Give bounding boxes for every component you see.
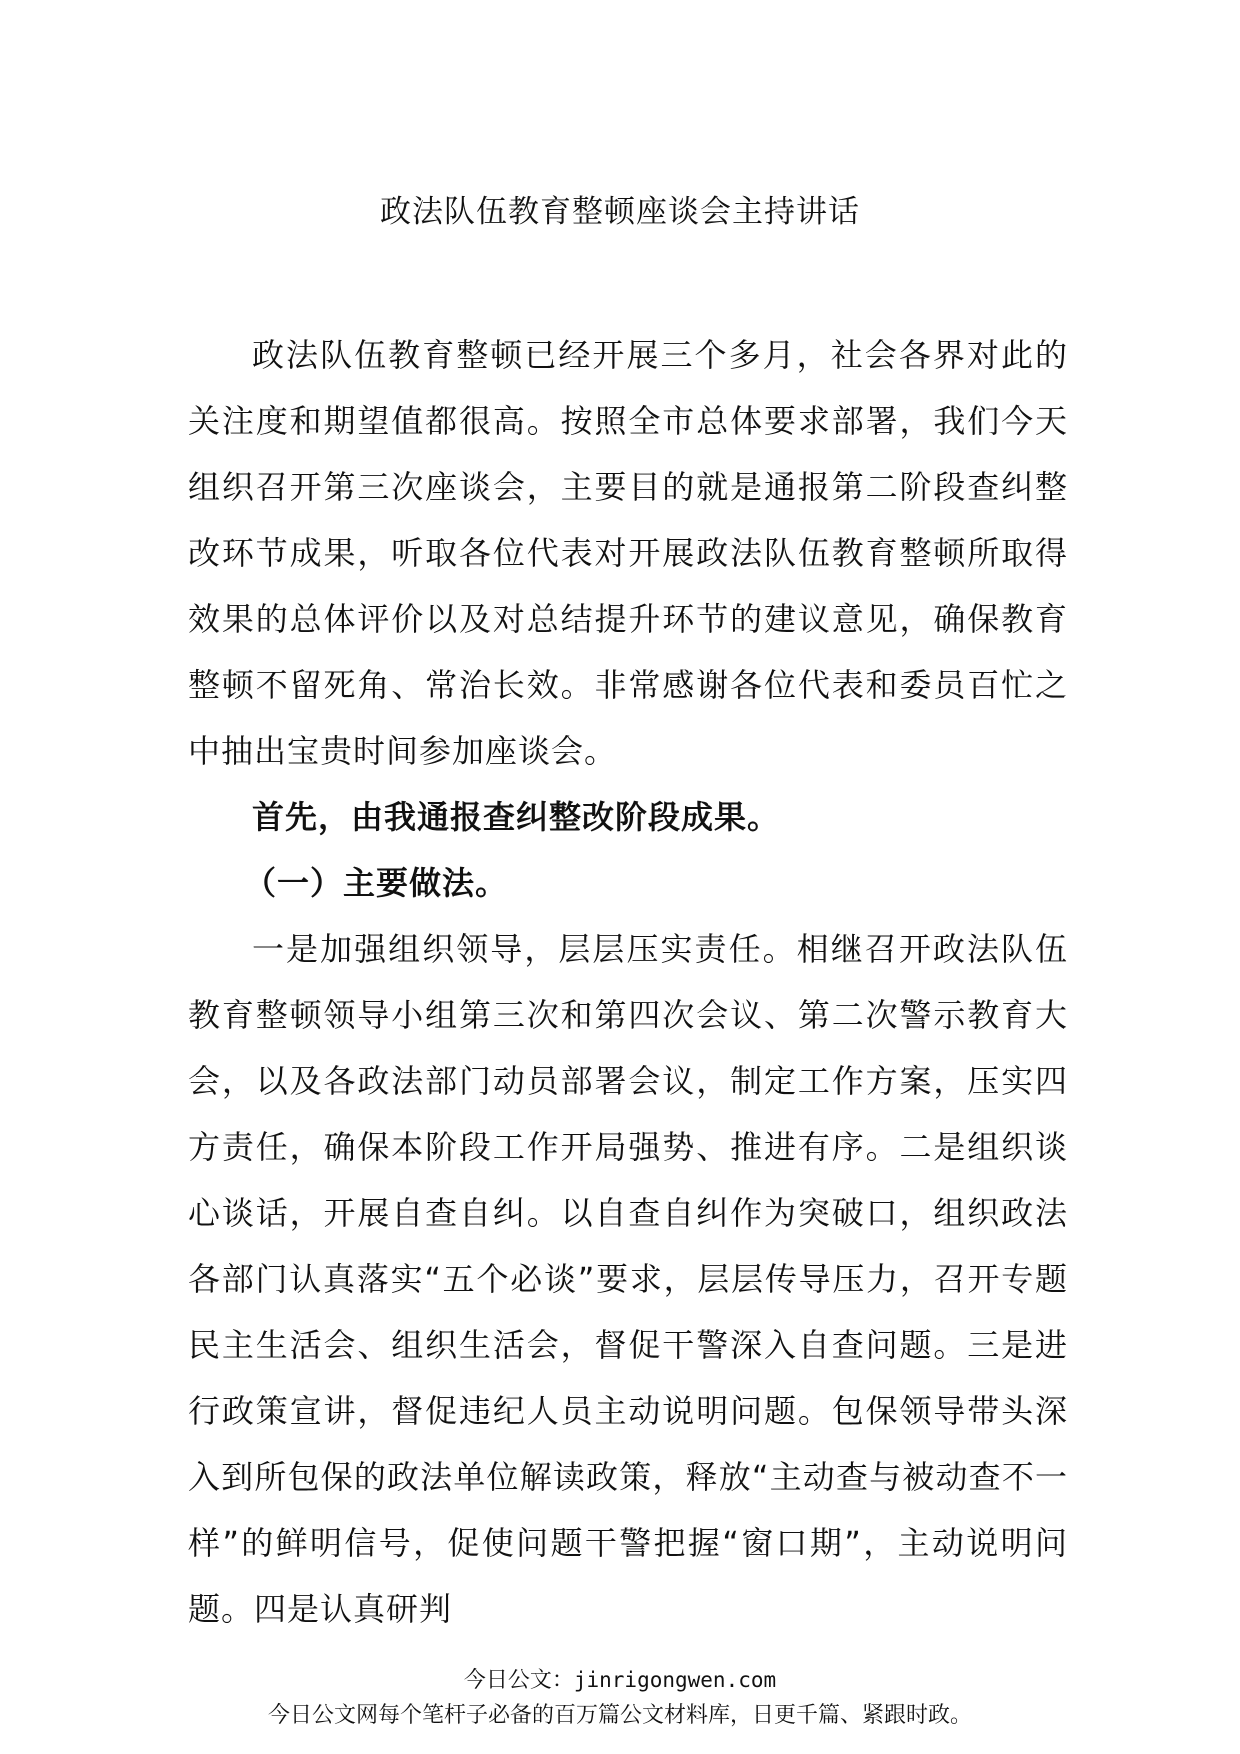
- intro-paragraph: 政法队伍教育整顿已经开展三个多月，社会各界对此的关注度和期望值都很高。按照全市总体要求部署，我们今天组织召开第三次座谈会，主要目的就是通报第二阶段查纠整改环节成果，听取各位代表对开展政法队伍教育整顿所取得效果的总体评价以及对总结提升环节的建议意见，确保教育整顿不留死角、常治长效。非常感谢各位代表和委员百忙之中抽出宝贵时间参加座谈会。: [188, 336, 1068, 770]
- footer-site-line: [0, 1665, 1240, 1696]
- practices-paragraph: 一是加强组织领导，层层压实责任。相继召开政法队伍教育整顿领导小组第三次和第四次会议、第二次警示教育大会，以及各政法部门动员部署会议，制定工作方案，压实四方责任，确保本阶段工作开局强势、推进有序。二是组织谈心谈话，开展自查自纠。以自查自纠作为突破口，组织政法各部门认真落实“五个必谈”要求，层层传导压力，召开专题民主生活会、组织生活会，督促干警深入自查问题。三是进行政策宣讲，督促违纪人员主动说明问题。包保领导带头深入到所包保的政法单位解读政策，释放“主动查与被动查不一样”的鲜明信号，促使问题干警把握“窗口期”，主动说明问题。四是认真研判: [188, 930, 1068, 1628]
- document-body: [188, 322, 1068, 1642]
- footer-tagline: 今日公文网每个笔杆子必备的百万篇公文材料库，日更千篇、紧跟时政。: [267, 1703, 972, 1728]
- footer-site-label: 今日公文：: [463, 1668, 574, 1693]
- footer-site-url[interactable]: jinrigongwen.com: [573, 1668, 777, 1692]
- subsection-heading-main-practices: （一）主要做法。: [244, 864, 509, 902]
- document-title: 政法队伍教育整顿座谈会主持讲话: [380, 194, 860, 230]
- section-heading-first: 首先，由我通报查纠整改阶段成果。: [252, 798, 781, 836]
